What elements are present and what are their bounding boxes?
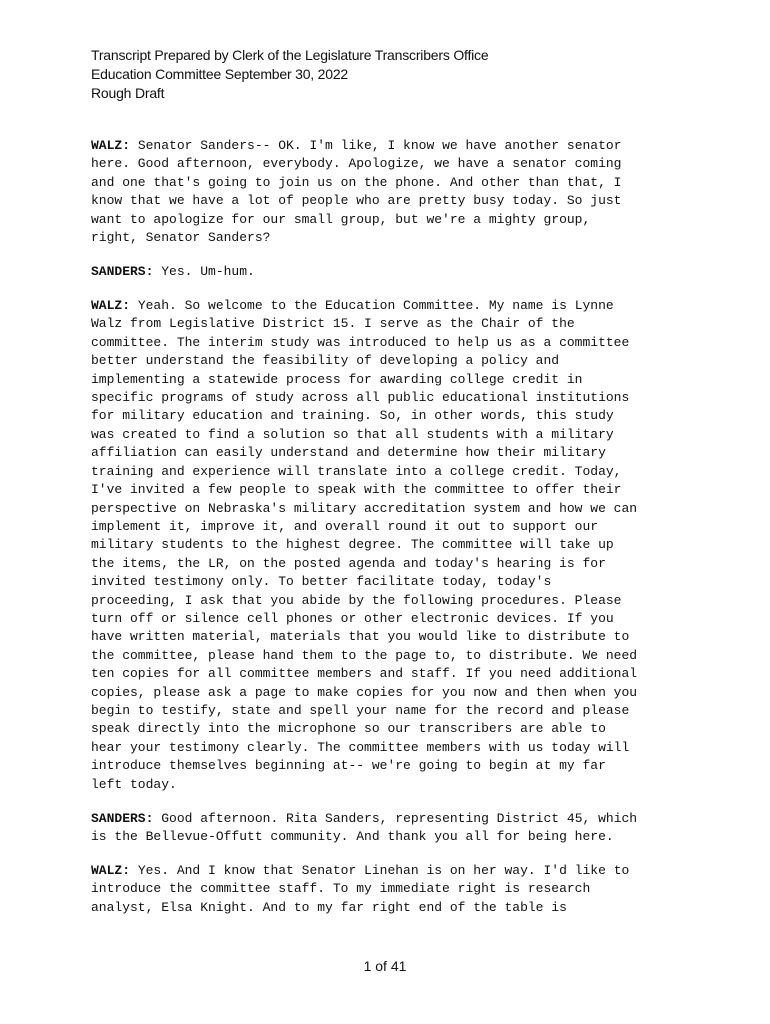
page-number: 1 of 41 bbox=[363, 958, 407, 974]
transcript-paragraph bbox=[91, 862, 691, 917]
speaker-name: SANDERS: bbox=[91, 264, 154, 280]
transcript-body bbox=[91, 137, 691, 933]
speech-text: Yes. Um-hum. bbox=[153, 264, 255, 280]
transcript-paragraph bbox=[91, 263, 691, 281]
transcript-paragraph bbox=[91, 137, 691, 247]
header-draft-status: Rough Draft bbox=[91, 85, 165, 101]
speaker-name: WALZ: bbox=[91, 298, 131, 314]
speech-text: Yeah. So welcome to the Education Committee. My name is Lynne Walz from Legislative District 15. I serve as the Chair of the committee. The interim study was introduced to help us as a committee better understand the feasibility of developing a policy and implementing a statewide process for awarding college credit in specific programs of study across all public educational institutions for military education and training. So, in other words, this study was created to find a solution so that all students with a military affiliation can easily understand and determine how their military training and experience will translate into a college credit. Today, I've invited a few people to speak with the committee to offer their perspective on Nebraska's military accreditation system and how we can implement it, improve it, and overall round it out to support our military students to the highest degree. The committee will take up the items, the LR, on the posted agenda and today's hearing is for invited testimony only. To better facilitate today, today's proceeding, I ask that you abide by the following procedures. Please turn off or silence cell phones or other electronic devices. If you have written material, materials that you would like to distribute to the committee, please hand them to the page to, to distribute. We need ten copies for all committee members and staff. If you need additional copies, please ask a page to make copies for you now and then when you begin to testify, state and spell your name for the record and please speak directly into the microphone so our transcribers are able to hear your testimony clearly. The committee members with us today will introduce themselves beginning at-- we're going to begin at my far left today. bbox=[91, 298, 638, 792]
header-title: Transcript Prepared by Clerk of the Legislature Transcribers Office bbox=[91, 47, 489, 63]
transcript-paragraph bbox=[91, 810, 691, 847]
speech-text: Good afternoon. Rita Sanders, representing District 45, which is the Bellevue-Offutt community. And thank you all for being here. bbox=[91, 810, 638, 844]
transcript-paragraph bbox=[91, 297, 691, 794]
speech-text: Senator Sanders-- OK. I'm like, I know we have another senator here. Good afternoon, everybody. Apologize, we have a senator coming and one that's going to join us on the phone. And other than that, I know that we have a lot of people who are pretty busy today. So just want to apologize for our small group, but we're a mighty group, right, Senator Sanders? bbox=[91, 138, 622, 246]
speaker-name: WALZ: bbox=[91, 138, 131, 153]
speaker-name: SANDERS: bbox=[91, 810, 154, 826]
speech-text: Yes. And I know that Senator Linehan is on her way. I'd like to introduce the committee staff. To my immediate right is research analyst, Elsa Knight. And to my far right end of the table is bbox=[91, 863, 630, 915]
speaker-name: WALZ: bbox=[91, 863, 131, 878]
header-committee-date: Education Committee September 30, 2022 bbox=[91, 66, 348, 82]
document-header bbox=[91, 46, 488, 103]
